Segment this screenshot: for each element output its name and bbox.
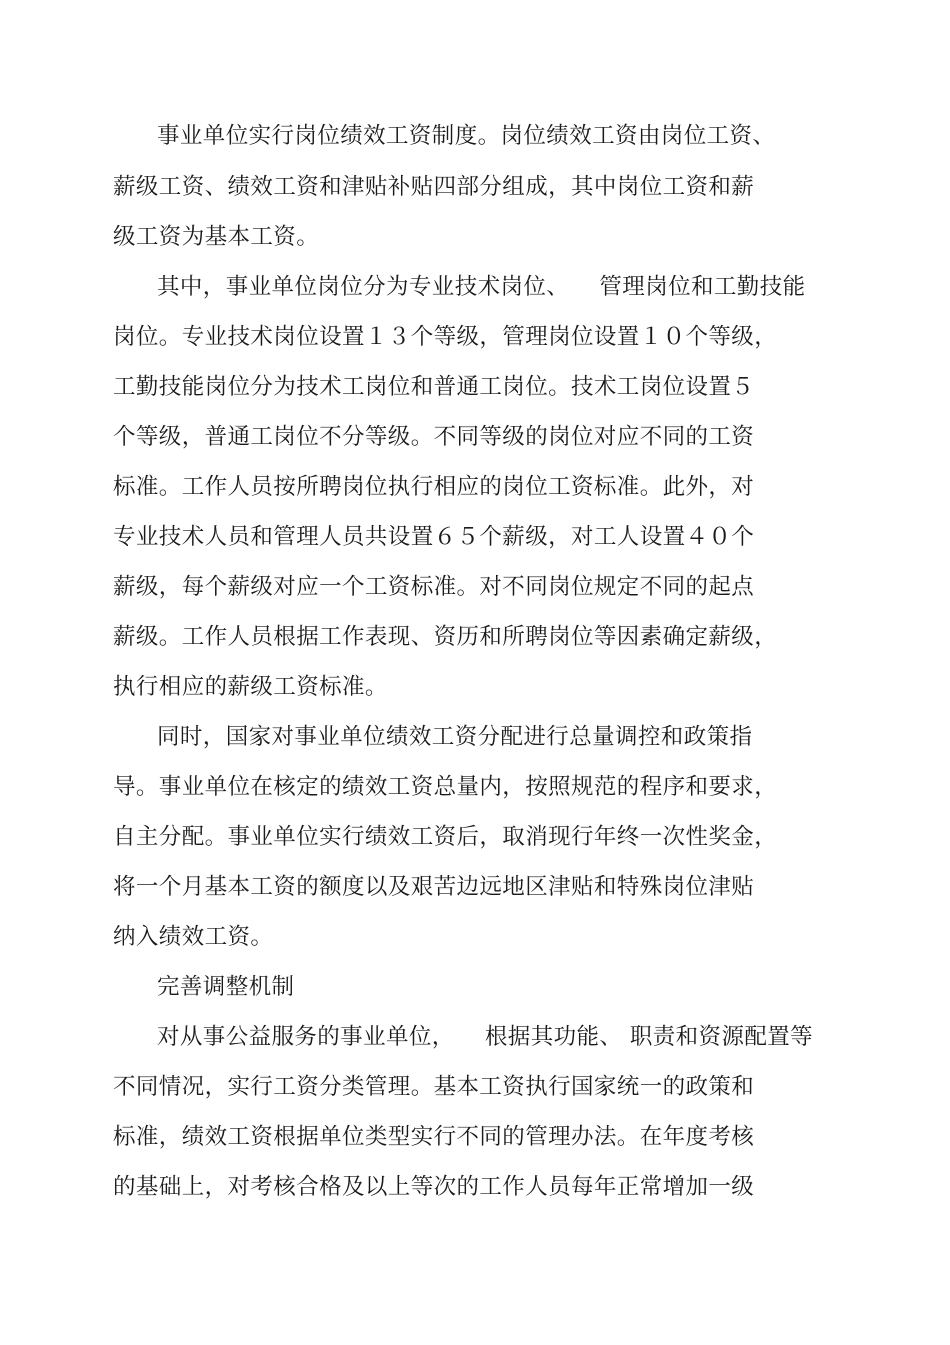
paragraph-1-line-1: 事业单位实行岗位绩效工资制度。岗位绩效工资由岗位工资、 <box>157 123 776 149</box>
paragraph-2-line-4: 个等级，普通工岗位不分等级。不同等级的岗位对应不同的工资 <box>113 424 755 450</box>
paragraph-2-line-5: 标准。工作人员按所聘岗位执行相应的岗位工资标准。此外，对 <box>113 474 755 500</box>
paragraph-4-line-1: 对从事公益服务的事业单位， 根据其功能、 职责和资源配置等 <box>157 1024 814 1050</box>
paragraph-2-line-3: 工勤技能岗位分为技术工岗位和普通工岗位。技术工岗位设置５ <box>113 374 755 400</box>
paragraph-3-line-3: 自主分配。事业单位实行绩效工资后，取消现行年终一次性奖金， <box>113 824 778 850</box>
section-heading: 完善调整机制 <box>157 974 295 1000</box>
paragraph-2-line-1: 其中，事业单位岗位分为专业技术岗位、 管理岗位和工勤技能 <box>157 274 806 300</box>
paragraph-3-line-5: 纳入绩效工资。 <box>113 924 274 950</box>
paragraph-2-line-7: 薪级，每个薪级对应一个工资标准。对不同岗位规定不同的起点 <box>113 574 755 600</box>
paragraph-1-line-2: 薪级工资、绩效工资和津贴补贴四部分组成，其中岗位工资和薪 <box>113 174 755 200</box>
paragraph-4-line-3: 标准，绩效工资根据单位类型实行不同的管理办法。在年度考核 <box>113 1124 755 1150</box>
paragraph-2-line-8: 薪级。工作人员根据工作表现、资历和所聘岗位等因素确定薪级， <box>113 624 778 650</box>
paragraph-4-line-4: 的基础上，对考核合格及以上等次的工作人员每年正常增加一级 <box>113 1174 755 1200</box>
paragraph-1-line-3: 级工资为基本工资。 <box>113 224 320 250</box>
paragraph-2-line-6: 专业技术人员和管理人员共设置６５个薪级，对工人设置４０个 <box>113 524 755 550</box>
paragraph-3-line-4: 将一个月基本工资的额度以及艰苦边远地区津贴和特殊岗位津贴 <box>113 874 755 900</box>
paragraph-3-line-1: 同时，国家对事业单位绩效工资分配进行总量调控和政策指 <box>157 724 753 750</box>
paragraph-3-line-2: 导。事业单位在核定的绩效工资总量内，按照规范的程序和要求， <box>113 774 778 800</box>
paragraph-2-line-2: 岗位。专业技术岗位设置１３个等级，管理岗位设置１０个等级， <box>113 324 778 350</box>
paragraph-4-line-2: 不同情况，实行工资分类管理。基本工资执行国家统一的政策和 <box>113 1074 755 1100</box>
paragraph-2-line-9: 执行相应的薪级工资标准。 <box>113 674 388 700</box>
